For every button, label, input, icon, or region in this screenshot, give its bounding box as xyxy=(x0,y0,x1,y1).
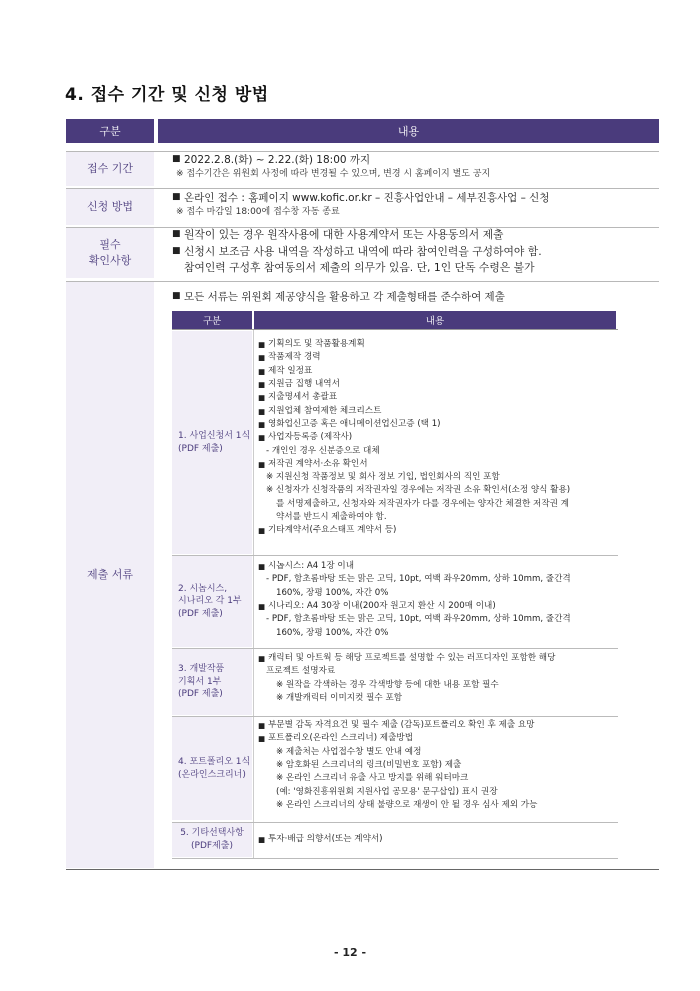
bullet-icon: ■ xyxy=(258,419,266,429)
app-item: 저작권 계약서·소유 확인서 xyxy=(268,458,368,469)
synopsis-label-line2: 시나리오 각 1부 xyxy=(178,596,242,607)
outer-table-bottom xyxy=(66,869,659,870)
app-item: 기타계약서(주요스태프 계약서 등) xyxy=(268,525,397,536)
app-note: ※ 지원신청 작품정보 및 회사 정보 기입, 법인회사의 직인 포함 xyxy=(266,472,500,483)
etc-label-line2: (PDF제출) xyxy=(191,841,233,851)
bullet-icon: ■ xyxy=(172,154,181,164)
period-content xyxy=(172,152,662,182)
bullet-icon: ■ xyxy=(258,379,266,389)
dev-item: 캐릭터 및 아트웍 등 해당 프로젝트를 설명할 수 있는 러프디자인 포함한 해당 xyxy=(268,653,556,663)
synopsis-label-line3: (PDF 제출) xyxy=(178,608,223,619)
method-label-text: 신청 방법 xyxy=(86,200,133,214)
required-label-line2: 확인사항 xyxy=(88,254,132,267)
bullet-icon: ■ xyxy=(258,835,266,844)
etc-item: 투자·배급 의향서(또는 계약서) xyxy=(268,834,383,844)
outer-table-header xyxy=(66,119,659,143)
portfolio-item: 부문별 감독 자격요건 및 필수 제출 (감독)포트폴리오 확인 후 제출 요망 xyxy=(268,720,535,730)
portfolio-note: ※ 암호화된 스크리너의 링크(비밀번호 포함) 제출 xyxy=(276,759,462,770)
etc-content xyxy=(258,833,618,846)
app-item: 작품제작 경력 xyxy=(268,352,321,363)
inner-header-divider xyxy=(172,329,618,330)
bullet-icon: ■ xyxy=(258,654,266,663)
dev-note: ※ 개발캐릭터 이미지컷 필수 포함 xyxy=(276,692,403,703)
bullet-icon: ■ xyxy=(258,353,266,363)
app-note: ※ 신청자가 신청작품의 저작권자일 경우에는 저작권 소유 확인서(소정 양식 활용) xyxy=(266,485,571,496)
app-item: 지원업체 참여제한 체크리스트 xyxy=(268,405,382,416)
app-item: 영화업신고증 혹은 애니메이션업신고증 (택 1) xyxy=(268,418,441,429)
docs-intro xyxy=(172,289,662,305)
app-note-cont: 약서를 반드시 제출하여야 함. xyxy=(276,512,387,523)
bullet-icon: ■ xyxy=(258,721,266,730)
method-note: ※ 접수 마감일 18:00에 접수창 자동 종료 xyxy=(176,207,340,218)
app-item: 지원금 집행 내역서 xyxy=(268,378,340,389)
bullet-icon: ■ xyxy=(258,393,266,403)
outer-header-content: 내용 xyxy=(158,119,659,143)
bullet-icon: ■ xyxy=(258,433,266,443)
docs-label-text: 제출 서류 xyxy=(86,568,133,582)
synopsis-label-line1: 2. 시놉시스, xyxy=(178,583,228,594)
synopsis-label xyxy=(172,556,252,647)
portfolio-note: ※ 제출처는 사업접수창 별도 안내 예정 xyxy=(276,746,422,757)
period-note: ※ 접수기간은 위원회 사정에 따라 변경될 수 있으며, 변경 시 홈페이지 별도 공지 xyxy=(176,169,491,180)
dev-item-cont: 프로젝트 설명자료 xyxy=(266,666,336,677)
synopsis-sub: 160%, 장평 100%, 자간 0% xyxy=(276,627,389,638)
dev-label-line3: (PDF 제출) xyxy=(178,689,223,700)
page-number: - 12 - xyxy=(333,946,367,959)
inner-header-content: 내용 xyxy=(254,311,616,329)
portfolio-note-cont: (예: '영화진흥위원회 지원사업 공모용' 문구삽입) 표시 권장 xyxy=(276,786,498,797)
synopsis-sub: - PDF, 함초롬바탕 또는 맑은 고딕, 10pt, 여백 좌우20mm, 상하 10mm, 줄간격 xyxy=(266,574,571,585)
required-line3: 참여인력 구성후 참여동의서 제출의 의무가 있음. 단, 1인 단독 수령은 불가 xyxy=(184,261,535,275)
required-content xyxy=(172,227,662,277)
bullet-icon: ■ xyxy=(258,734,266,744)
etc-label-line1: 5. 기타선택사항 xyxy=(180,828,244,839)
dev-label xyxy=(172,649,252,715)
inner-header-category: 구분 xyxy=(172,311,252,329)
app-item: 지출명세서 총괄표 xyxy=(268,392,338,403)
bullet-icon: ■ xyxy=(258,406,266,416)
required-label-line1: 필수 xyxy=(99,238,121,252)
inner-column-divider xyxy=(253,330,254,858)
dev-label-line2: 기획서 1부 xyxy=(178,676,222,687)
inner-table-bottom xyxy=(172,858,618,859)
portfolio-content xyxy=(258,719,618,812)
portfolio-label xyxy=(172,717,252,820)
synopsis-item: 시놉시스: A4 1장 이내 xyxy=(268,561,355,571)
bullet-icon: ■ xyxy=(172,192,181,202)
period-line: 2022.2.8.(화) ~ 2.22.(화) 18:00 까지 xyxy=(184,154,371,166)
row-divider xyxy=(66,281,659,282)
period-label-text: 접수 기간 xyxy=(86,162,133,176)
app-label xyxy=(172,331,252,554)
bullet-icon: ■ xyxy=(172,229,181,239)
bullet-icon: ■ xyxy=(258,459,266,469)
dev-note: ※ 원작을 각색하는 경우 각색방향 등에 대한 내용 포함 필수 xyxy=(276,679,499,690)
app-label-line1: 1. 사업신청서 1식 xyxy=(178,430,251,441)
dev-label-line1: 3. 개발작품 xyxy=(178,664,225,675)
period-label xyxy=(66,152,154,186)
method-content xyxy=(172,190,662,220)
app-sub: - 개인인 경우 신분증으로 대체 xyxy=(266,445,380,456)
app-note-cont: 를 서명제출하고, 신청자와 저작권자가 다를 경우에는 양자간 체결한 저작권 계 xyxy=(276,498,569,509)
portfolio-note: ※ 온라인 스크리너의 상태 불량으로 재생이 안 될 경우 심사 제외 가능 xyxy=(276,799,538,810)
app-item: 사업자등록증 (제작사) xyxy=(268,432,353,443)
app-item: 제작 일정표 xyxy=(268,365,313,376)
docs-intro-text: 모든 서류는 위원회 제공양식을 활용하고 각 제출형태를 준수하여 제출 xyxy=(184,291,505,303)
method-line: 온라인 접수 : 홈페이지 www.kofic.or.kr – 진흥사업안내 – 세부진흥사업 – 신청 xyxy=(184,192,550,204)
dev-content xyxy=(258,652,618,705)
bullet-icon: ■ xyxy=(258,526,266,536)
portfolio-label-line2: (온라인스크리너) xyxy=(178,769,246,780)
portfolio-note: ※ 온라인 스크리너 유출 사고 방지를 위해 워터마크 xyxy=(276,773,469,784)
method-label xyxy=(66,189,154,225)
required-line1: 원작이 있는 경우 원작사용에 대한 사용계약서 또는 사용동의서 제출 xyxy=(184,228,504,241)
bullet-icon: ■ xyxy=(258,562,266,571)
bullet-icon: ■ xyxy=(258,601,266,611)
docs-label xyxy=(66,282,154,868)
synopsis-sub: 160%, 장평 100%, 자간 0% xyxy=(276,587,389,598)
synopsis-sub: - PDF, 함초롬바탕 또는 맑은 고딕, 10pt, 여백 좌우20mm, 상하 10mm, 줄간격 xyxy=(266,614,571,625)
portfolio-label-line1: 4. 포트폴리오 1식 xyxy=(178,756,251,767)
app-item: 기획의도 및 작품활용계획 xyxy=(268,339,365,349)
required-line2: 신청시 보조금 사용 내역을 작성하고 내역에 따라 참여인력을 구성하여야 함. xyxy=(184,244,542,258)
bullet-icon: ■ xyxy=(258,340,266,349)
outer-header-category: 구분 xyxy=(66,119,154,143)
section-title: 4. 접수 기간 및 신청 방법 xyxy=(65,85,269,105)
app-content xyxy=(258,338,618,538)
bullet-icon: ■ xyxy=(172,245,181,256)
app-label-line2: (PDF 제출) xyxy=(178,443,223,454)
bullet-icon: ■ xyxy=(258,366,266,376)
synopsis-content xyxy=(258,560,618,640)
required-label xyxy=(66,228,154,278)
portfolio-item: 포트폴리오(온라인 스크리너) 제출방법 xyxy=(268,733,413,744)
etc-label xyxy=(172,823,252,857)
row-divider xyxy=(66,188,659,189)
bullet-icon: ■ xyxy=(172,291,181,301)
synopsis-item: 시나리오: A4 30장 이내(200자 원고지 환산 시 200매 이내) xyxy=(268,600,496,611)
